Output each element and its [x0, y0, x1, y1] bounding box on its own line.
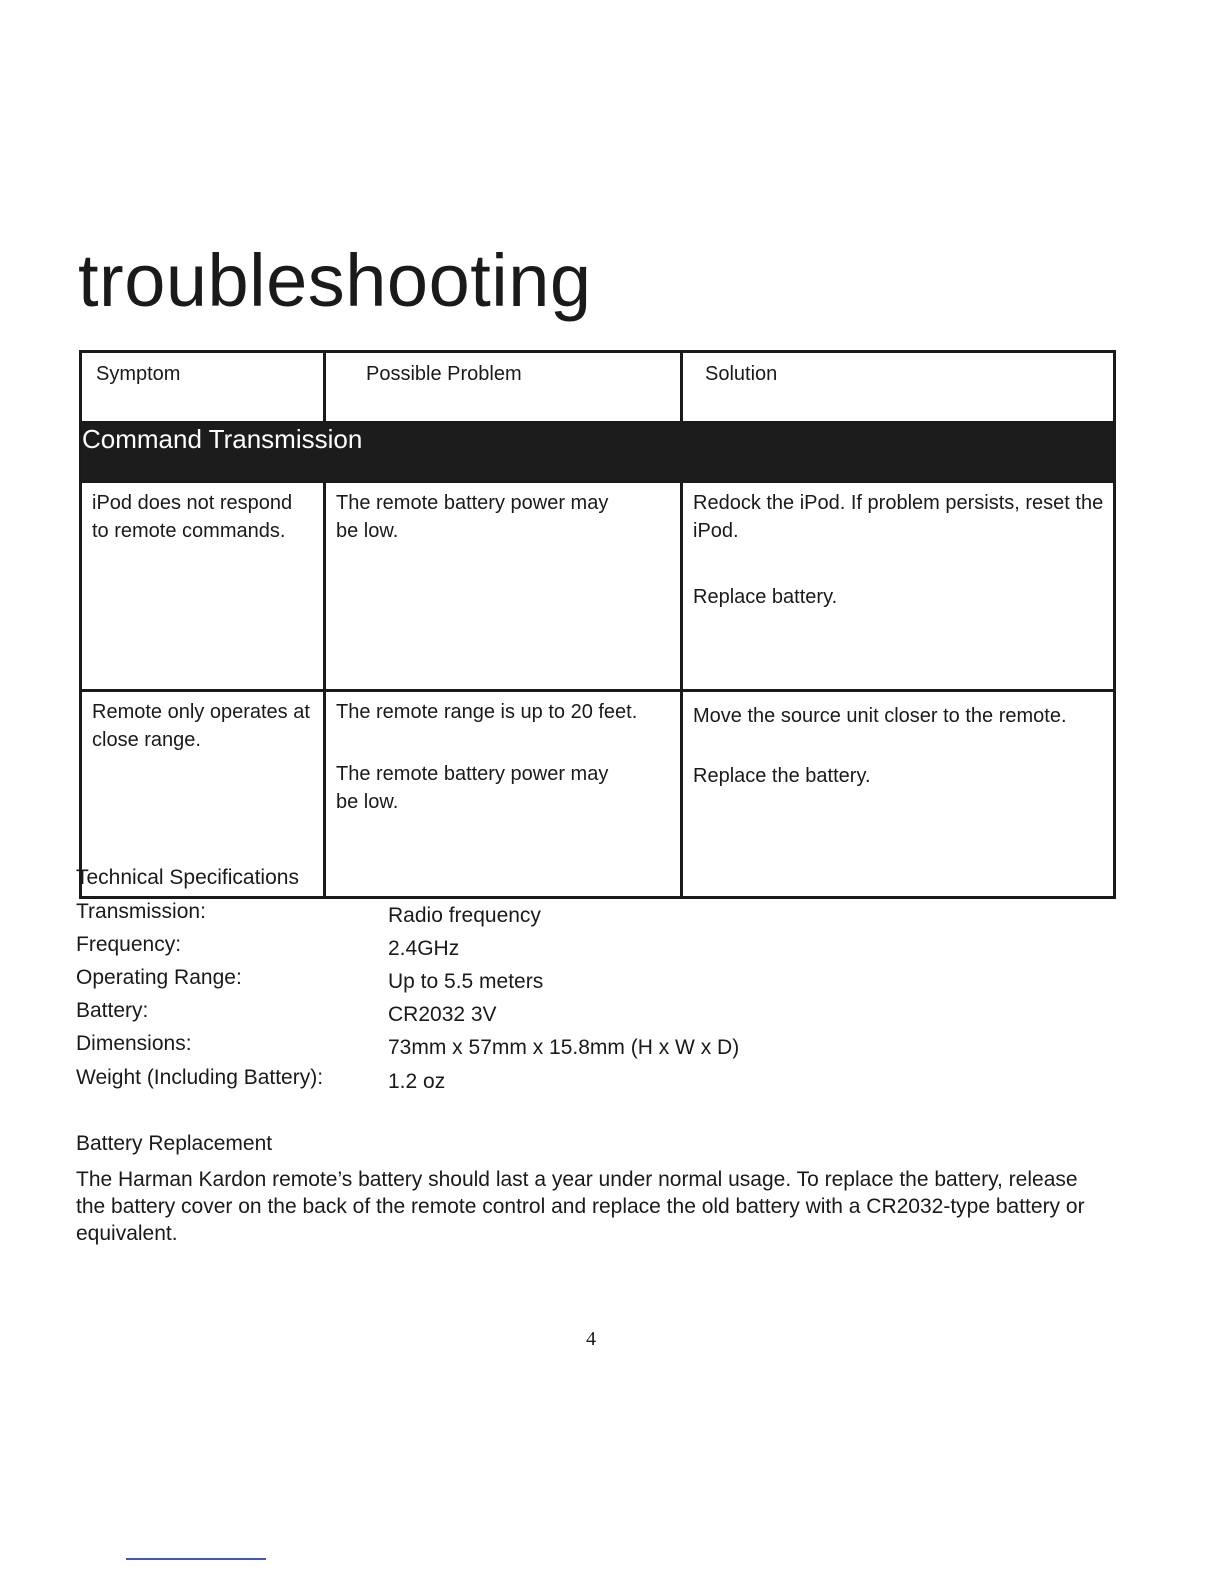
symptom-line: Remote only operates at [92, 701, 310, 723]
problem-text: The remote battery power may be low. [336, 492, 609, 542]
problem-cell [325, 691, 682, 898]
spec-row [76, 933, 776, 963]
header-cell-possible-problem [325, 352, 682, 423]
spec-label: Weight (Including Battery): [76, 1066, 324, 1089]
table-header-row [81, 352, 1115, 423]
spec-row [76, 1066, 776, 1096]
spec-value: 73mm x 57mm x 15.8mm (H x W x D) [388, 1036, 740, 1059]
problem-cell [325, 482, 682, 691]
symptom-line: close range. [92, 729, 201, 751]
symptom-text [82, 692, 323, 754]
spec-row [76, 1032, 776, 1062]
spec-value: 1.2 oz [388, 1070, 446, 1093]
header-cell-solution [682, 352, 1115, 423]
spec-row [76, 966, 776, 996]
section-heading: Command Transmission [81, 423, 1115, 482]
header-solution: Solution [705, 363, 778, 385]
spec-row [76, 999, 776, 1029]
solution-text: Replace the battery. [693, 765, 871, 787]
spec-label: Battery: [76, 999, 149, 1022]
problem-text: The remote range is up to 20 feet. [336, 701, 638, 723]
header-symptom: Symptom [96, 363, 181, 385]
page-number: 4 [586, 1328, 596, 1350]
symptom-line: to remote commands. [92, 520, 286, 542]
spec-value: Up to 5.5 meters [388, 970, 544, 993]
spec-label: Operating Range: [76, 966, 242, 989]
spec-label: Dimensions: [76, 1032, 192, 1055]
section-row [81, 423, 1115, 482]
battery-title: Battery Replacement [76, 1132, 273, 1155]
spec-label: Frequency: [76, 933, 182, 956]
solution-cell [682, 691, 1115, 898]
symptom-cell [81, 482, 325, 691]
symptom-line: iPod does not respond [92, 492, 293, 514]
header-cell-symptom [81, 352, 325, 423]
page-title: troubleshooting [78, 239, 592, 322]
spec-value: Radio frequency [388, 904, 541, 927]
spec-label: Transmission: [76, 900, 206, 923]
solution-text: Move the source unit closer to the remote. [693, 705, 1067, 727]
problem-text: The remote battery power may be low. [336, 763, 609, 813]
spec-row [76, 900, 776, 930]
bottom-rule [126, 1558, 266, 1560]
spec-value: 2.4GHz [388, 937, 460, 960]
troubleshooting-table [79, 350, 1116, 899]
header-possible-problem: Possible Problem [366, 363, 522, 385]
spec-value: CR2032 3V [388, 1003, 497, 1026]
solution-text: Replace battery. [693, 586, 838, 608]
symptom-text [82, 483, 323, 545]
solution-text: Redock the iPod. If problem persists, reset the iPod. [693, 492, 1104, 542]
table-row [81, 482, 1115, 691]
solution-cell [682, 482, 1115, 691]
specs-title: Technical Specifications [76, 866, 299, 889]
battery-body: The Harman Kardon remote’s battery should last a year under normal usage. To replace the battery, release the battery cover on the back of the remote control and replace the old battery with a CR2032-type battery or equivalent. [76, 1168, 1085, 1245]
